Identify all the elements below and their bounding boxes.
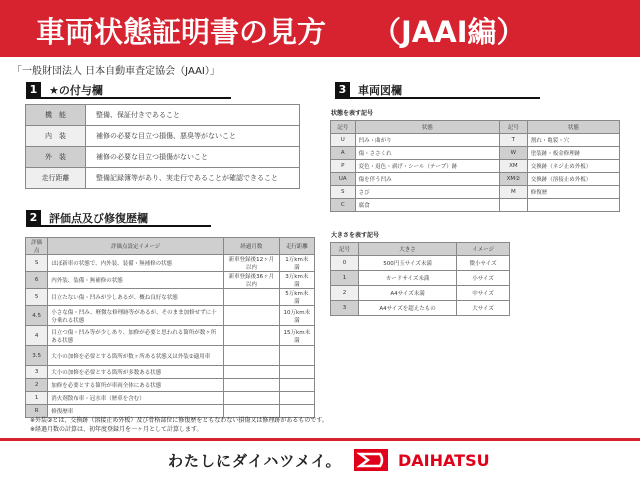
table-cell: A4サイズを超えたもの bbox=[358, 301, 456, 316]
table-cell: 状態 bbox=[355, 121, 499, 134]
table-row bbox=[26, 366, 315, 379]
table-cell: 内外装、装備・無補修の状態 bbox=[48, 272, 224, 289]
table-cell: 記号 bbox=[499, 121, 527, 134]
table-cell: 整備記録簿等があり、実走行であることが確認できること bbox=[86, 168, 300, 189]
size-label: 大きさを表す記号 bbox=[331, 232, 380, 239]
table-row bbox=[26, 255, 315, 272]
table-row bbox=[26, 346, 315, 366]
table-cell bbox=[224, 306, 280, 326]
table-cell: 大小の加修を必要とする箇所が多数ある状態 bbox=[48, 366, 224, 379]
table-cell: ほぼ新車の状態で、内外装、装備・無補修の状態 bbox=[48, 255, 224, 272]
table-cell: 凹み・曲がり bbox=[355, 134, 499, 147]
table-cell: XM② bbox=[499, 173, 527, 186]
section-number: 3 bbox=[335, 82, 350, 97]
organization-name: 「一般財団法人 日本自動車査定協会（JAAI）」 bbox=[12, 66, 220, 77]
table-cell: さび bbox=[355, 186, 499, 199]
table-cell: A4サイズ未満 bbox=[358, 286, 456, 301]
table-cell: 大きさ bbox=[358, 243, 456, 256]
table-row bbox=[26, 379, 315, 392]
section-title: ★の付与欄 bbox=[49, 83, 103, 97]
symbols-table bbox=[330, 120, 620, 212]
table-row bbox=[331, 199, 620, 212]
table-cell: 10万km未満 bbox=[279, 306, 314, 326]
table-cell: 5万km未満 bbox=[279, 289, 314, 306]
table-cell bbox=[224, 326, 280, 346]
table-cell: 3.5 bbox=[26, 346, 48, 366]
table-cell: 3 bbox=[331, 301, 359, 316]
table-cell: 3万km未満 bbox=[279, 272, 314, 289]
table-row bbox=[331, 173, 620, 186]
table-cell: 1万km未満 bbox=[279, 255, 314, 272]
table-row bbox=[331, 286, 510, 301]
table-cell: UA bbox=[331, 173, 356, 186]
symbols-label: 状態を表す記号 bbox=[331, 110, 374, 117]
table-row bbox=[331, 147, 620, 160]
section-number: 1 bbox=[26, 82, 41, 97]
table-cell bbox=[279, 366, 314, 379]
section3-heading bbox=[335, 82, 540, 99]
table-cell bbox=[224, 392, 280, 405]
table-cell: 変色・退色・剥げ・シール（テープ）跡 bbox=[355, 160, 499, 173]
table-row bbox=[331, 186, 620, 199]
table-cell: M bbox=[499, 186, 527, 199]
table-cell: 新車登録後36ヶ月以内 bbox=[224, 272, 280, 289]
table-cell: 評価点 bbox=[26, 238, 48, 255]
table-row bbox=[26, 147, 300, 168]
table-cell: 塗装跡・板金修理跡 bbox=[527, 147, 619, 160]
table-cell bbox=[279, 392, 314, 405]
table-row bbox=[331, 301, 510, 316]
table-cell: 走行距離 bbox=[279, 238, 314, 255]
table-cell bbox=[527, 199, 619, 212]
table-cell: R bbox=[26, 405, 48, 418]
table-row bbox=[26, 105, 300, 126]
table-cell bbox=[224, 366, 280, 379]
table-cell bbox=[224, 346, 280, 366]
size-table bbox=[330, 242, 510, 316]
star-table bbox=[25, 104, 300, 189]
table-cell: 評価点設定イメージ bbox=[48, 238, 224, 255]
table-cell: 経過月数 bbox=[224, 238, 280, 255]
table-cell: 2 bbox=[331, 286, 359, 301]
table-cell: イメージ bbox=[457, 243, 510, 256]
table-cell: 3 bbox=[26, 366, 48, 379]
footnote: ※経過月数の計算は、初年度登録月を一ヶ月として計算します。 bbox=[30, 426, 203, 433]
table-cell: 加修を必要とする箇所が車両全体にある状態 bbox=[48, 379, 224, 392]
table-cell: 傷・ささくれ bbox=[355, 147, 499, 160]
table-cell bbox=[279, 346, 314, 366]
table-cell: 内 装 bbox=[26, 126, 86, 147]
page-title-banner bbox=[0, 0, 640, 57]
table-row bbox=[26, 306, 315, 326]
slogan: わたしにダイハツメイ。 bbox=[168, 452, 342, 470]
section-number: 2 bbox=[26, 210, 41, 225]
divider bbox=[0, 438, 640, 441]
table-cell: 修復歴車 bbox=[48, 405, 224, 418]
table-cell: 交換跡（ネジ止め外板） bbox=[527, 160, 619, 173]
table-cell: 外 装 bbox=[26, 147, 86, 168]
table-cell: 機 能 bbox=[26, 105, 86, 126]
table-cell bbox=[224, 289, 280, 306]
section1-heading bbox=[26, 82, 231, 99]
table-cell: 1 bbox=[331, 271, 359, 286]
page-title: 車両状態証明書の見方 bbox=[36, 15, 327, 49]
table-cell: 6 bbox=[26, 272, 48, 289]
table-cell: 4 bbox=[26, 326, 48, 346]
section2-heading bbox=[26, 210, 211, 227]
table-cell: 記号 bbox=[331, 243, 359, 256]
footnotes bbox=[30, 416, 328, 434]
footnote: ※外装②とは、交換跡（溶接止め外板）及び骨格部位に修復歴をともなわない損傷又は修理跡があるものです。 bbox=[30, 417, 328, 424]
section-title: 評価点及び修復歴欄 bbox=[49, 211, 148, 225]
table-cell: 4.5 bbox=[26, 306, 48, 326]
table-cell: 0 bbox=[331, 256, 359, 271]
table-cell: 走行距離 bbox=[26, 168, 86, 189]
table-cell: 500円玉サイズ未満 bbox=[358, 256, 456, 271]
table-cell: 補修の必要な目立つ損傷、悪臭等がないこと bbox=[86, 126, 300, 147]
brand-name: DAIHATSU bbox=[398, 451, 490, 470]
table-cell: 目立つ傷・凹み等が少しあり、加修が必要と思われる箇所が数ヶ所ある状態 bbox=[48, 326, 224, 346]
daihatsu-logo-icon bbox=[354, 449, 388, 471]
table-row bbox=[331, 256, 510, 271]
table-cell: U bbox=[331, 134, 356, 147]
table-cell: 15万km未満 bbox=[279, 326, 314, 346]
table-cell: 記号 bbox=[331, 121, 356, 134]
table-cell: 交換跡（溶接止め外板） bbox=[527, 173, 619, 186]
table-row bbox=[26, 289, 315, 306]
table-cell: S bbox=[331, 186, 356, 199]
table-cell: 補修の必要な目立つ損傷がないこと bbox=[86, 147, 300, 168]
table-cell: 中サイズ bbox=[457, 286, 510, 301]
table-cell: 1 bbox=[26, 392, 48, 405]
table-cell: 整備、保証付きであること bbox=[86, 105, 300, 126]
section-title: 車両図欄 bbox=[358, 83, 402, 97]
table-cell: 小さな傷・凹み、軽微な修理跡等があるが、そのまま加修せずに十分乗れる状態 bbox=[48, 306, 224, 326]
table-cell: 修復歴 bbox=[527, 186, 619, 199]
table-cell: 割れ・亀裂・穴 bbox=[527, 134, 619, 147]
table-cell: 5 bbox=[26, 289, 48, 306]
table-cell: 状態 bbox=[527, 121, 619, 134]
page-title-suffix: （JAAI編） bbox=[372, 15, 526, 49]
table-cell: C bbox=[331, 199, 356, 212]
table-row bbox=[331, 160, 620, 173]
table-row bbox=[26, 168, 300, 189]
table-cell: W bbox=[499, 147, 527, 160]
table-cell: カードサイズ未満 bbox=[358, 271, 456, 286]
table-cell: 大小の加修を必要とする箇所が数ヶ所ある状態又は外装②適用車 bbox=[48, 346, 224, 366]
table-cell: 2 bbox=[26, 379, 48, 392]
table-row bbox=[26, 126, 300, 147]
table-cell: 小サイズ bbox=[457, 271, 510, 286]
table-cell: A bbox=[331, 147, 356, 160]
table-row bbox=[331, 134, 620, 147]
table-cell: 大サイズ bbox=[457, 301, 510, 316]
table-cell: 目立たない傷・凹みが少しあるが、概ね良好な状態 bbox=[48, 289, 224, 306]
table-cell bbox=[499, 199, 527, 212]
table-cell: S bbox=[26, 255, 48, 272]
table-row bbox=[26, 392, 315, 405]
table-cell: 傷を伴う凹み bbox=[355, 173, 499, 186]
table-cell: 消火剤散布車・冠水車（歴車を含む） bbox=[48, 392, 224, 405]
table-row bbox=[331, 271, 510, 286]
table-cell: 新車登録後12ヶ月以内 bbox=[224, 255, 280, 272]
table-cell: 微小サイズ bbox=[457, 256, 510, 271]
table-row bbox=[26, 272, 315, 289]
table-cell: 腐食 bbox=[355, 199, 499, 212]
table-row bbox=[26, 326, 315, 346]
table-cell: T bbox=[499, 134, 527, 147]
table-cell: XM bbox=[499, 160, 527, 173]
table-cell bbox=[224, 379, 280, 392]
score-table bbox=[25, 237, 315, 418]
table-cell bbox=[279, 379, 314, 392]
table-cell: P bbox=[331, 160, 356, 173]
